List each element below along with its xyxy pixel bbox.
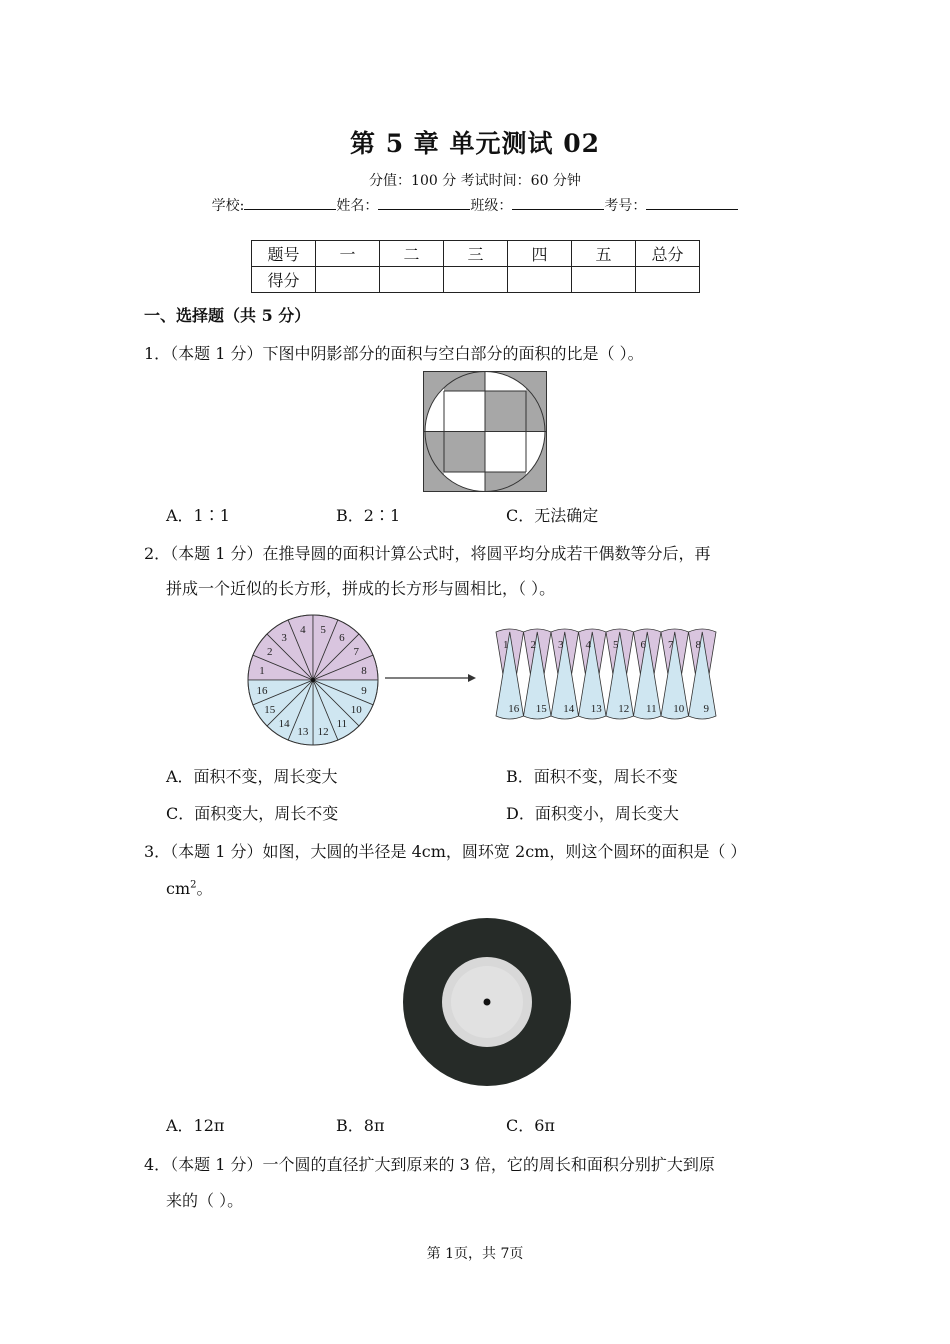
q2-figure — [240, 612, 740, 752]
score-cell-header: 四 — [508, 241, 572, 267]
sector-label: 9 — [361, 685, 367, 698]
unit-sup: 2 — [190, 879, 197, 891]
strip-label: 4 — [585, 639, 592, 651]
q2-option-a[interactable]: A．面积不变，周长变大 — [166, 767, 338, 786]
score-cell-header: 总分 — [636, 241, 700, 267]
score-cell[interactable] — [444, 267, 508, 293]
student-info-line — [0, 195, 950, 215]
strip-label: 1 — [503, 639, 509, 651]
name-label: 姓名： — [336, 198, 379, 214]
q3-period: 。 — [196, 879, 213, 898]
sector-label: 6 — [339, 631, 345, 644]
sector-label: 1 — [259, 664, 265, 677]
exam-meta: 分值：100 分 考试时间：60 分钟 — [369, 173, 581, 189]
score-cell[interactable] — [572, 267, 636, 293]
q1-option-c[interactable]: C．无法确定 — [506, 506, 599, 525]
sector-label: 3 — [281, 631, 287, 644]
score-table-header-row — [252, 241, 700, 267]
strip-label: 14 — [563, 703, 575, 715]
strip-label: 13 — [590, 703, 602, 715]
strip-label: 15 — [535, 703, 547, 715]
strip-label: 11 — [646, 703, 657, 715]
sector-label: 13 — [297, 726, 309, 738]
question-3-text-line2 — [166, 876, 213, 899]
strip-label: 8 — [695, 639, 702, 651]
arrow-icon — [385, 674, 476, 682]
strip-label: 6 — [640, 639, 647, 651]
sector-label: 4 — [300, 624, 306, 636]
q3-option-b[interactable]: B．8π — [336, 1116, 385, 1135]
q3-option-c[interactable]: C．6π — [506, 1116, 555, 1135]
score-cell[interactable] — [380, 267, 444, 293]
class-label: 班级： — [470, 198, 513, 214]
sector-label: 11 — [336, 718, 348, 731]
ring-figure — [402, 918, 572, 1088]
number-label: 考号： — [604, 198, 647, 214]
strip-label: 9 — [703, 703, 710, 715]
page-footer: 第 1页，共 7页 — [426, 1246, 524, 1262]
sector-label: 16 — [256, 685, 268, 698]
score-cell-header: 一 — [316, 241, 380, 267]
q2-option-c[interactable]: C．面积变大，周长不变 — [166, 804, 339, 823]
strip-label: 12 — [618, 703, 630, 715]
score-cell-header: 题号 — [252, 241, 316, 267]
sector-label: 15 — [264, 703, 276, 716]
school-blank[interactable] — [244, 195, 336, 210]
q1-option-a[interactable]: A．1∶1 — [166, 506, 230, 525]
strip-label: 7 — [668, 639, 674, 651]
score-table-score-row — [252, 267, 700, 293]
question-2-text-line1: 2．（本题 1 分）在推导圆的面积计算公式时，将圆平均分成若干偶数等分后，再 — [144, 544, 711, 563]
sector-label: 14 — [278, 718, 290, 731]
q3-option-a[interactable]: A．12π — [166, 1116, 225, 1135]
sector-label: 10 — [350, 703, 362, 716]
question-1-text: 1．（本题 1 分）下图中阴影部分的面积与空白部分的面积的比是（ ）。 — [144, 344, 644, 363]
score-table — [251, 240, 700, 293]
page-title: 第 5 章 单元测试 02 — [349, 129, 600, 158]
question-2-text-line2: 拼成一个近似的长方形，拼成的长方形与圆相比，（ ）。 — [166, 579, 556, 598]
sector-label: 2 — [267, 646, 273, 659]
number-blank[interactable] — [646, 195, 738, 210]
q1-option-b[interactable]: B．2∶1 — [336, 506, 401, 525]
name-blank[interactable] — [378, 195, 470, 210]
sector-label: 12 — [317, 726, 329, 738]
score-row-label: 得分 — [252, 267, 316, 293]
question-4-text-line2: 来的（ ）。 — [166, 1191, 244, 1210]
q2-option-b[interactable]: B．面积不变，周长不变 — [506, 767, 678, 786]
question-3-text-line1: 3．（本题 1 分）如图，大圆的半径是 4cm，圆环宽 2cm，则这个圆环的面积是（ ） — [144, 842, 747, 861]
school-label: 学校: — [211, 198, 245, 214]
q2-option-d[interactable]: D．面积变小，周长变大 — [506, 804, 679, 823]
section-heading: 一、选择题（共 5 分） — [144, 306, 311, 325]
sector-label: 5 — [320, 624, 326, 636]
circle-center — [311, 678, 315, 682]
sector-label: 8 — [361, 664, 367, 677]
score-cell[interactable] — [636, 267, 700, 293]
score-cell-header: 二 — [380, 241, 444, 267]
score-cell[interactable] — [316, 267, 380, 293]
sector-label: 7 — [353, 646, 359, 659]
unit-cm: cm — [166, 879, 191, 898]
q1-figure — [423, 371, 547, 492]
sector-circle — [248, 615, 378, 745]
strip-label: 3 — [558, 639, 564, 651]
strip-label: 10 — [673, 703, 685, 715]
score-cell-header: 三 — [444, 241, 508, 267]
score-cell-header: 五 — [572, 241, 636, 267]
strip-label: 16 — [508, 703, 520, 715]
strip-label: 2 — [530, 639, 537, 651]
strip-label: 5 — [613, 639, 619, 651]
class-blank[interactable] — [512, 195, 604, 210]
question-4-text-line1: 4．（本题 1 分）一个圆的直径扩大到原来的 3 倍，它的周长和面积分别扩大到原 — [144, 1155, 715, 1174]
approx-rectangle — [496, 629, 716, 719]
score-cell[interactable] — [508, 267, 572, 293]
